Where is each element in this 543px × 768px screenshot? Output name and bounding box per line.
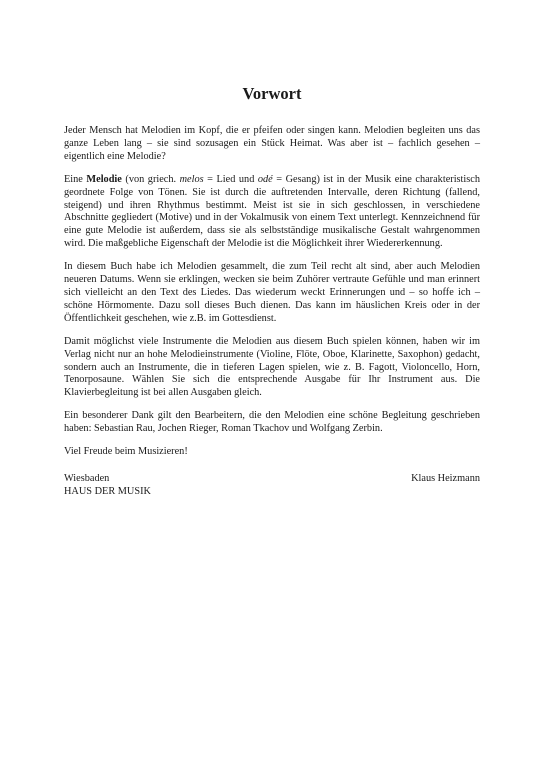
paragraph-thanks: Ein besonderer Dank gilt den Bearbeitern, die den Melodien eine schöne Begleitung geschrieben haben: Sebastian Rau, Jochen Rieger, Roman Tkachov und Wolfgang Zerbin. <box>64 410 480 435</box>
signature-author: Klaus Heizmann <box>411 472 480 484</box>
signature-block <box>64 473 480 499</box>
paragraph-instruments: Damit möglichst viele Instrumente die Melodien aus diesem Buch spielen können, haben wir im Verlag nicht nur an hohe Melodieinstrumente (Violine, Flöte, Oboe, Klarinette, Saxophon) gedacht, sondern auch an Instrumente, die in tieferen Lagen spielen, wie z. B. Fagott, Violoncello, Horn, Tenorposaune. Wählen Sie sich die entsprechende Ausgabe für Ihr Instrument aus. Die Klavierbegleitung ist bei allen Ausgaben gleich. <box>64 335 480 399</box>
signature-place-block <box>64 473 151 499</box>
definition-lead: Eine <box>64 173 87 185</box>
document-page <box>64 84 480 499</box>
signature-place: Wiesbaden <box>64 472 110 484</box>
paragraph-closing: Viel Freude beim Musizieren! <box>64 446 188 458</box>
paragraph-intro: Jeder Mensch hat Melodien im Kopf, die er pfeifen oder singen kann. Melodien begleiten uns das ganze Leben lang – sie sind sozusagen ein Stück Heimat. Was aber ist – fachlich gesehen – eigentlich eine Melodie? <box>64 125 480 162</box>
greek-word-ode: odé <box>257 173 273 185</box>
page-title: Vorwort <box>242 84 302 103</box>
signature-publisher: HAUS DER MUSIK <box>64 485 151 497</box>
greek-word-melos: melos <box>179 173 204 185</box>
definition-rest: = Gesang) ist in der Musik eine charakteristisch geordnete Folge von Tönen. Sie ist durch die auftretenden Intervalle, deren Richtung (fallend, steigend) und ihren Rhythmus bestimmt. Meist ist sie in sich geschlossen, in verschiedene Abschnitte gegliedert (Motive) und in der Vokalmusik von einem Text unterlegt. Kennzeichnend für eine gute Melodie ist außerdem, dass sie als selbstständige musikalische Gestalt wahrgenommen wird. Die maßgebliche Eigenschaft der Melodie ist die Möglichkeit ihrer Wiedererkennung. <box>64 173 481 250</box>
paragraph-definition <box>64 174 480 251</box>
paragraph-collection: In diesem Buch habe ich Melodien gesammelt, die zum Teil recht alt sind, aber auch Melodien neueren Datums. Wenn sie erklingen, wecken sie beim Zuhörer vertraute Gefühle und man erinnert sich vielleicht an den Text des Liedes. Das wiederum weckt Erinnerungen und – so hoffe ich – schöne Hörmomente. Dazu soll dieses Buch dienen. Das kann im häuslichen Kreis oder in der Öffentlichkeit geschehen, wie z.B. im Gottesdienst. <box>64 261 480 324</box>
definition-part-a: (von griech. <box>121 173 180 185</box>
definition-part-b: = Lied und <box>203 173 258 185</box>
definition-term: Melodie <box>86 173 122 185</box>
